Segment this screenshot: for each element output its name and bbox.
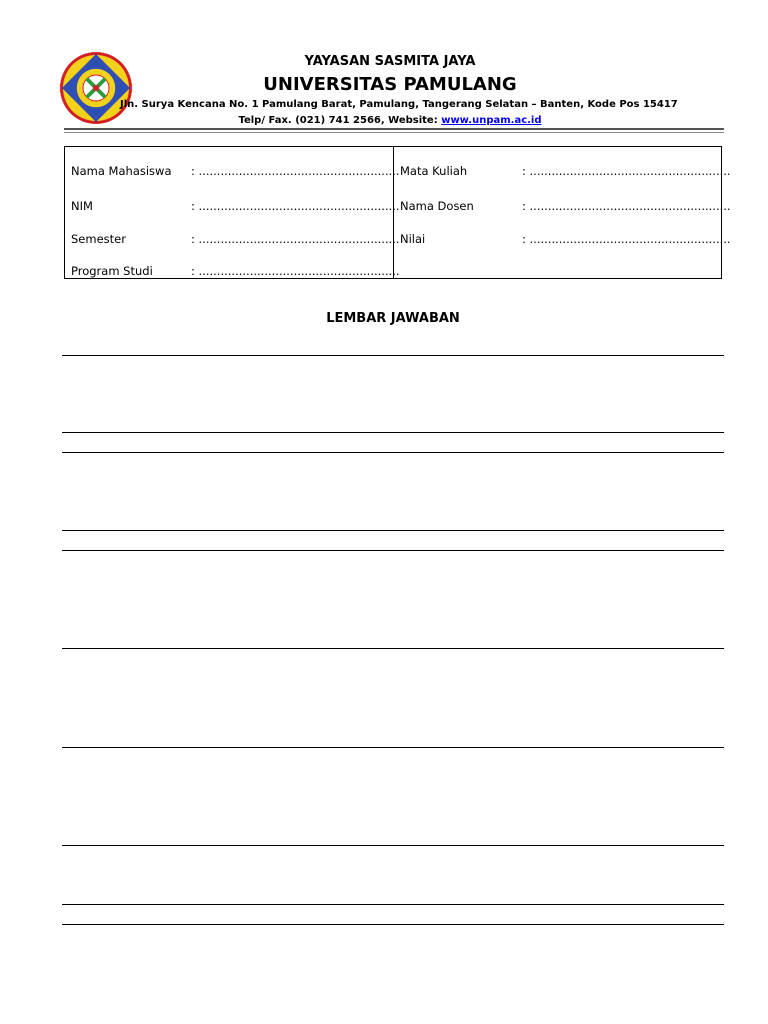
student-info-box — [64, 146, 731, 279]
header-rule-thin — [64, 132, 724, 133]
answer-line[interactable] — [62, 904, 724, 905]
mata-kuliah-label: Mata Kuliah — [400, 164, 468, 178]
nim-field[interactable]: : ....................................................... — [191, 199, 400, 213]
program-studi-label: Program Studi — [71, 264, 153, 278]
semester-field[interactable]: : ....................................................... — [191, 232, 400, 246]
nama-dosen-field[interactable]: : ....................................................... — [522, 199, 731, 213]
answer-line[interactable] — [62, 845, 724, 846]
website-link[interactable]: www.unpam.ac.id — [441, 115, 542, 126]
answer-line[interactable] — [62, 550, 724, 551]
address: Jln. Surya Kencana No. 1 Pamulang Barat, Pamulang, Tangerang Selatan – Banten, Kode Pos 15417 — [120, 99, 678, 110]
contact-line — [120, 115, 660, 126]
answer-line[interactable] — [62, 747, 724, 748]
answer-sheet-title: LEMBAR JAWABAN — [326, 311, 460, 326]
header-rule — [64, 128, 724, 130]
nilai-label: Nilai — [400, 232, 426, 246]
nim-label: NIM — [71, 199, 93, 213]
university-name: UNIVERSITAS PAMULANG — [263, 74, 517, 95]
answer-line[interactable] — [62, 924, 724, 925]
nilai-field[interactable]: : ....................................................... — [522, 232, 731, 246]
answer-line[interactable] — [62, 355, 724, 356]
answer-line[interactable] — [62, 432, 724, 433]
answer-line[interactable] — [62, 530, 724, 531]
foundation-name: YAYASAN SASMITA JAYA — [304, 54, 476, 69]
mata-kuliah-field[interactable]: : ....................................................... — [522, 164, 731, 178]
program-studi-field[interactable]: : ....................................................... — [191, 264, 400, 278]
contact-prefix: Telp/ Fax. (021) 741 2566, Website: — [238, 115, 442, 126]
nama-dosen-label: Nama Dosen — [400, 199, 474, 213]
answer-line[interactable] — [62, 452, 724, 453]
answer-line[interactable] — [62, 648, 724, 649]
nama-mahasiswa-label: Nama Mahasiswa — [71, 164, 172, 178]
semester-label: Semester — [71, 232, 126, 246]
nama-mahasiswa-field[interactable]: : ....................................................... — [191, 164, 400, 178]
